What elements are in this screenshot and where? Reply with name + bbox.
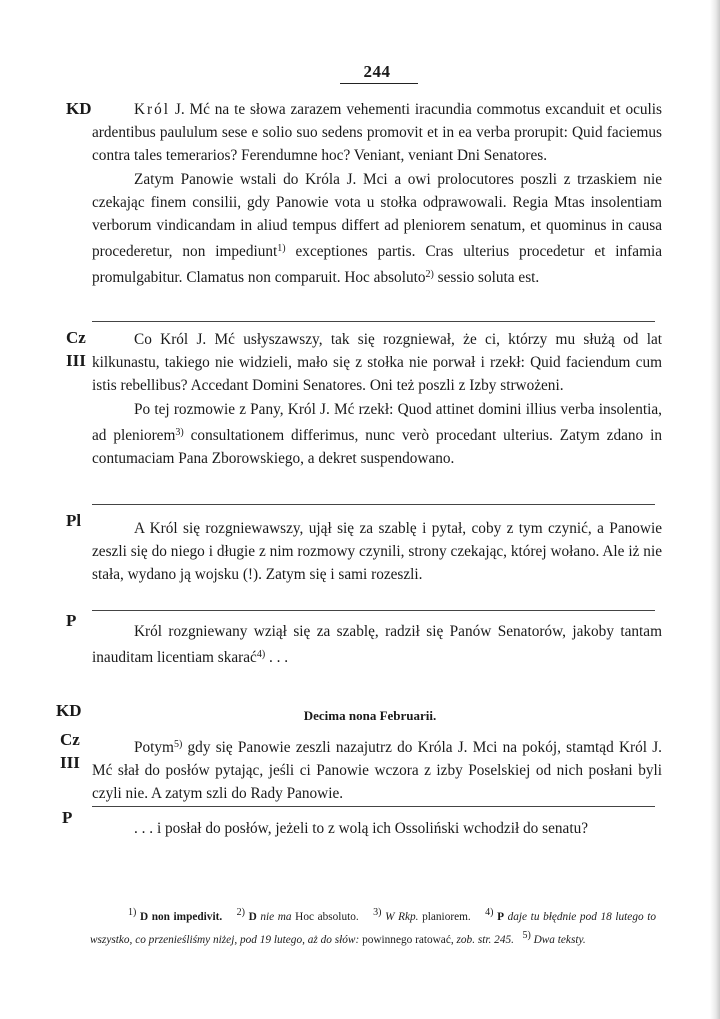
section-p <box>92 620 662 669</box>
sigla-p: P <box>66 611 77 630</box>
sigla-pl: Pl <box>66 511 82 530</box>
paragraph: Potym$^{5)}$ gdy się Panowie zeszli nazajutrz do Króla J. Mci na pokój, stamtąd Król J. Mć słał do posłów pytając, jeśli ci Panowie wczora z izby Poselskiej od nich posłani byli czyli nie. A zatym szli do Rady Panowie. <box>92 739 662 803</box>
paragraph: Co Król J. Mć usłyszawszy, tak się rozgniewał, że ci, którzy mu służą od lat kilkunastu, takiego nie widzieli, mało się z stołka nie porwał i rzekł: Quid faciendum cum istis rebellibus? Accedant Domini Senatores. Oni też poszli z Izby strwożeni. <box>92 331 662 395</box>
footnote: 4) P daje tu błędnie pod 18 lutego to wszystko, co przenieśliśmy niżej, pod 19 lutego, aż do słów: powinnego ratować, zob. str. 245. <box>90 907 657 946</box>
paragraph: Król J. Mć na te słowa zarazem vehementi iracundia commotus excanduit et oculis ardentibus paululum sese e solio suo sedens promovit et in ea verba prorupit: Quid faciemus contra tales temerarios? Ferendumne hoc? Veniant, veniant Dni Senatores. <box>92 101 662 165</box>
section-p-2 <box>92 817 662 840</box>
paragraph: Król rozgniewany wziął się za szablę, radził się Panów Senatorów, jakoby tantam inauditam licentiam skarać$^{4)}$ . . . <box>92 623 662 667</box>
footnotes <box>90 904 656 949</box>
page-number-rule <box>340 83 418 84</box>
footnote-ref: 5) <box>173 739 183 750</box>
section-divider <box>92 504 655 505</box>
sigla-cz: Cz <box>60 730 80 749</box>
page-number: 244 <box>363 62 391 81</box>
scan-edge-shadow <box>710 0 720 1019</box>
date-heading: Decima nona Februarii. <box>303 708 437 723</box>
footnote: 3) W Rkp. planiorem. <box>373 907 471 923</box>
paragraph: Po tej rozmowie z Pany, Król J. Mć rzekł: Quod attinet domini illius verba insolentia, ad pleniorem$^{3)}$ consultationem differimus, nunc verò procedant ulterius. Zatym zdano in contumaciam Pana Zborowskiego, a dekret suspendowano. <box>92 400 662 468</box>
section-divider <box>92 610 655 611</box>
section-cz-iii <box>92 328 662 470</box>
footnote-ref: 3) <box>175 426 184 438</box>
footnote: 2) D nie ma Hoc absoluto. <box>236 907 359 923</box>
section-pl <box>92 517 662 587</box>
paragraph: Zatym Panowie wstali do Króla J. Mci a owi prolocutores poszli z trzaskiem nie czekając finem consilii, gdy Panowie vota u stołka odprawowali. Regia Mtas insolentiam verborum vindicandam in aliud tempus differt ad pleniorem senatum, et quominus in causa procederetur, non impediunt$^{1)}$ exceptiones partis. Cras ulterius procedetur et infamia promulgabitur. Clamatus non comparuit. Hoc absoluto$^{2)}$ sessio soluta est. <box>92 170 663 287</box>
paragraph: A Król się rozgniewawszy, ujął się za szablę i pytał, coby z tym czynić, a Panowie zeszli się do niego i długie z nim rozmowy czynili, strony czekając, której wołano. Ale iż nie stała, wydano ją wojsku (!). Zatym się i sami rozeszli. <box>92 520 662 584</box>
footnote-ref: 1) <box>277 243 286 255</box>
sigla-iii: III <box>60 753 80 772</box>
section-kd <box>92 98 662 290</box>
sigla-p: P <box>62 808 73 827</box>
footnote-ref: 2) <box>425 269 434 281</box>
paragraph: . . . i posłał do posłów, jeżeli to z wolą ich Ossoliński wchodził do senatu? <box>134 820 589 837</box>
footnote: 5) Dwa teksty. <box>522 929 586 946</box>
sigla-iii: III <box>66 351 86 370</box>
sigla-kd: KD <box>56 701 82 720</box>
section-divider <box>92 321 655 322</box>
sigla-cz: Cz <box>66 328 86 347</box>
lead-word: Król <box>134 101 171 118</box>
footnote-ref: 4) <box>256 649 266 661</box>
sigla-kd: KD <box>66 99 92 118</box>
section-kd-cz-iii <box>92 733 662 806</box>
section-divider <box>92 806 655 807</box>
footnote: 1) D non impedivit. <box>128 907 223 923</box>
